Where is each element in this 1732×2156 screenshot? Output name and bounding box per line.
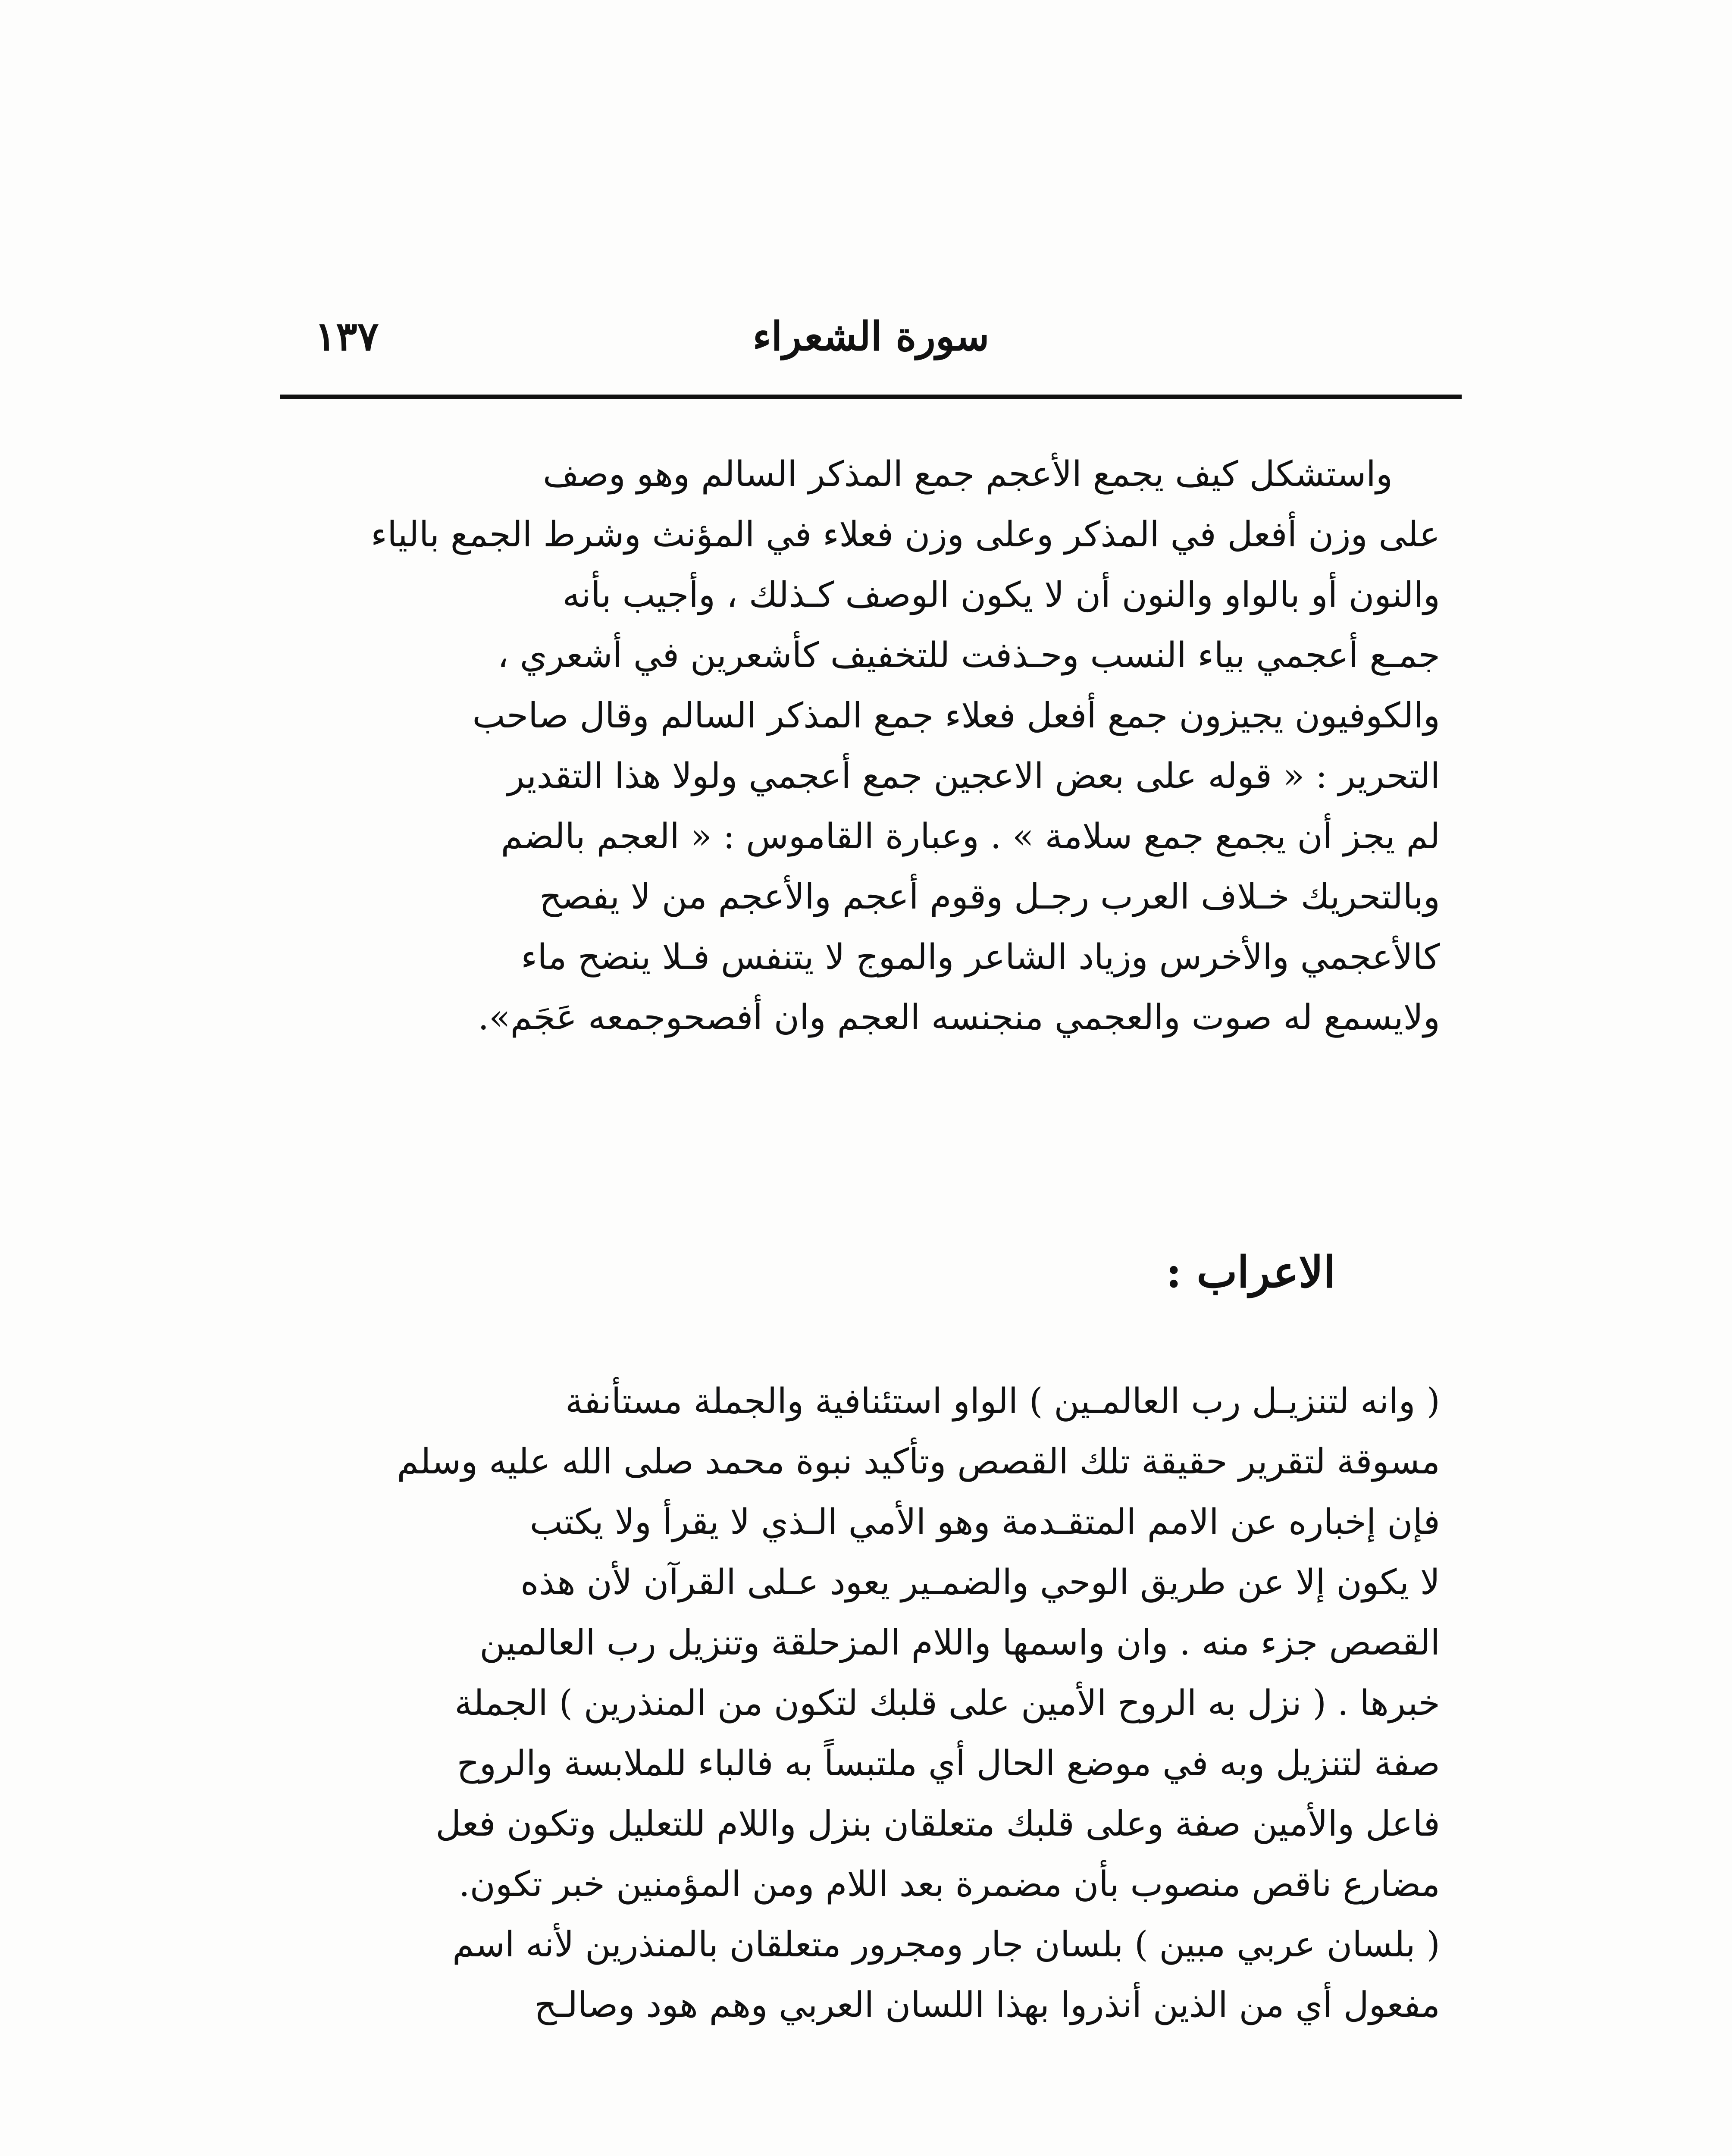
text-line: والنون أو بالواو والنون أن لا يكون الوصف كـذلك ، وأجيب بأنه	[562, 575, 1440, 615]
text-line: مسوقة لتقرير حقيقة تلك القصص وتأكيد نبوة محمد صلى الله عليه وسلم	[397, 1442, 1440, 1482]
text-line: ولايسمع له صوت والعجمي منجنسه العجم وان أفصحوجمعه عَجَم».	[478, 997, 1440, 1038]
text-line: القصص جزء منه . وان واسمها واللام المزحلقة وتنزيل رب العالمين	[479, 1623, 1440, 1663]
text-line: وبالتحريك خـلاف العرب رجـل وقوم أعجم والأعجم من لا يفصح	[539, 877, 1440, 917]
commentary-paragraph	[285, 444, 1440, 1048]
text-line: صفة لتنزيل وبه في موضع الحال أي ملتبساً به فالباء للملابسة والروح	[457, 1743, 1440, 1784]
text-line: مفعول أي من الذين أنذروا بهذا اللسان العربي وهم هود وصالـح	[534, 1985, 1440, 2025]
text-line: التحرير : « قوله على بعض الاعجين جمع أعجمي ولولا هذا التقدير	[507, 756, 1440, 796]
section-heading: الاعراب :	[1165, 1247, 1335, 1297]
text-line: ( وانه لتنزيـل رب العالمـين ) الواو استئنافية والجملة مستأنفة	[565, 1381, 1440, 1422]
text-line: خبرها . ( نزل به الروح الأمين على قلبك لتكون من المنذرين ) الجملة	[454, 1683, 1440, 1724]
text-line: على وزن أفعل في المذكر وعلى وزن فعلاء في المؤنث وشرط الجمع بالياء	[371, 514, 1440, 555]
text-line: فاعل والأمين صفة وعلى قلبك متعلقان بنزل واللام للتعليل وتكون فعل	[435, 1804, 1440, 1844]
page-number: ١٣٧	[315, 313, 379, 360]
text-line: واستشكل كيف يجمع الأعجم جمع المذكر السالم وهو وصف	[542, 454, 1393, 495]
text-line: كالأعجمي والأخرس وزياد الشاعر والموج لا يتنفس فـلا ينضح ماء	[521, 937, 1440, 978]
text-line: جمـع أعجمي بياء النسب وحـذفت للتخفيف كأشعرين في أشعري ،	[497, 635, 1440, 676]
running-header	[280, 302, 1462, 371]
text-line: ( بلسان عربي مبين ) بلسان جار ومجرور متعلقان بالمنذرين لأنه اسم	[452, 1924, 1440, 1965]
text-line: والكوفيون يجيزون جمع أفعل فعلاء جمع المذكر السالم وقال صاحب	[472, 696, 1440, 736]
text-line: لم يجز أن يجمع جمع سلامة » . وعبارة القاموس : « العجم بالضم	[501, 816, 1440, 857]
running-title: سورة الشعراء	[752, 313, 990, 360]
text-line: فإن إخباره عن الامم المتقـدمة وهو الأمي الـذي لا يقرأ ولا يكتب	[529, 1502, 1440, 1542]
text-line: مضارع ناقص منصوب بأن مضمرة بعد اللام ومن المؤمنين خبر تكون.	[458, 1864, 1440, 1905]
grammar-paragraph	[285, 1371, 1440, 2035]
header-rule	[280, 395, 1462, 399]
text-line: لا يكون إلا عن طريق الوحي والضمـير يعود عـلى القرآن لأن هذه	[520, 1562, 1440, 1603]
